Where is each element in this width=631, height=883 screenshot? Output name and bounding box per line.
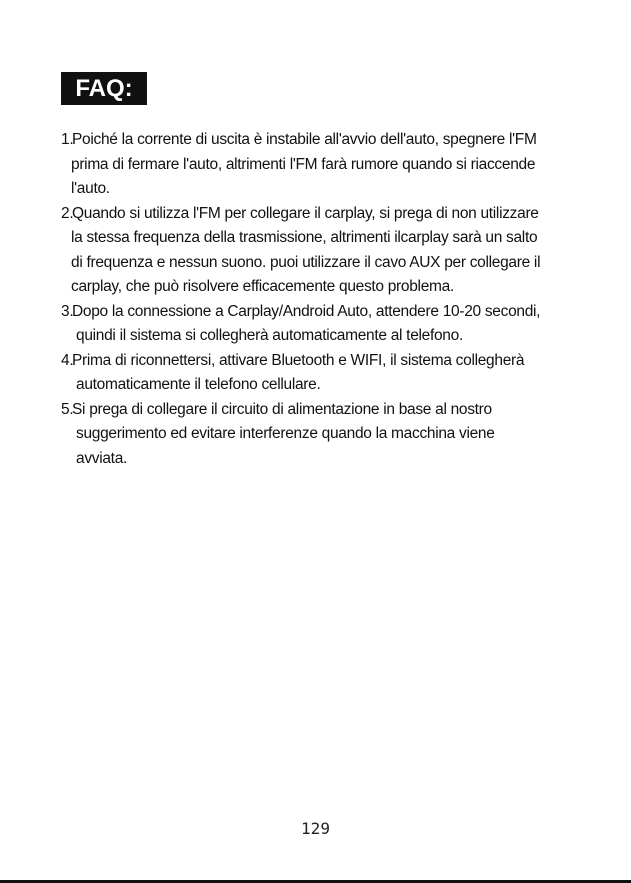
- faq-item-text: [61, 128, 561, 202]
- faq-item-number: 1.: [61, 131, 74, 148]
- faq-item-3: [61, 300, 561, 349]
- faq-item-line: di frequenza e nessun suono. puoi utilizzare il cavo AUX per collegare il: [71, 253, 541, 271]
- faq-item-text: [61, 300, 561, 349]
- faq-item-number: 2.: [61, 204, 74, 222]
- faq-item-line: Quando si utilizza l'FM per collegare il carplay, si prega di non utilizzare: [72, 204, 539, 222]
- faq-item-4: [61, 349, 561, 398]
- faq-heading-badge: FAQ:: [61, 72, 147, 105]
- faq-item-5: [61, 398, 561, 472]
- faq-item-line: suggerimento ed evitare interferenze quando la macchina viene: [76, 425, 495, 442]
- faq-item-line: quindi il sistema si collegherà automaticamente al telefono.: [76, 327, 463, 344]
- faq-item-text: [61, 202, 561, 300]
- faq-item-2: [61, 202, 561, 300]
- faq-item-line: prima di fermare l'auto, altrimenti l'FM farà rumore quando si riaccende: [71, 155, 536, 173]
- faq-item-number: 5.: [61, 400, 74, 418]
- faq-item-number: 4.: [61, 351, 74, 369]
- faq-item-line: la stessa frequenza della trasmissione, altrimenti ilcarplay sarà un salto: [71, 229, 538, 246]
- faq-item-line: Prima di riconnettersi, attivare Bluetooth e WIFI, il sistema collegherà: [72, 351, 525, 369]
- faq-item-text: [61, 349, 561, 398]
- faq-item-line: carplay, che può risolvere efficacemente questo problema.: [71, 278, 454, 295]
- faq-item-1: [61, 128, 561, 202]
- faq-list: [61, 128, 561, 471]
- faq-item-line: automaticamente il telefono cellulare.: [76, 376, 321, 393]
- faq-item-line: Dopo la connessione a Carplay/Android Auto, attendere 10-20 secondi,: [72, 302, 541, 320]
- faq-item-line: avviata.: [76, 449, 128, 467]
- faq-item-number: 3.: [61, 302, 74, 320]
- faq-item-line: l'auto.: [71, 180, 110, 197]
- faq-item-line: Poiché la corrente di uscita è instabile all'avvio dell'auto, spegnere l'FM: [72, 131, 537, 148]
- faq-item-text: [61, 398, 561, 472]
- page-number: 129: [301, 819, 330, 838]
- faq-item-line: Si prega di collegare il circuito di alimentazione in base al nostro: [72, 400, 492, 418]
